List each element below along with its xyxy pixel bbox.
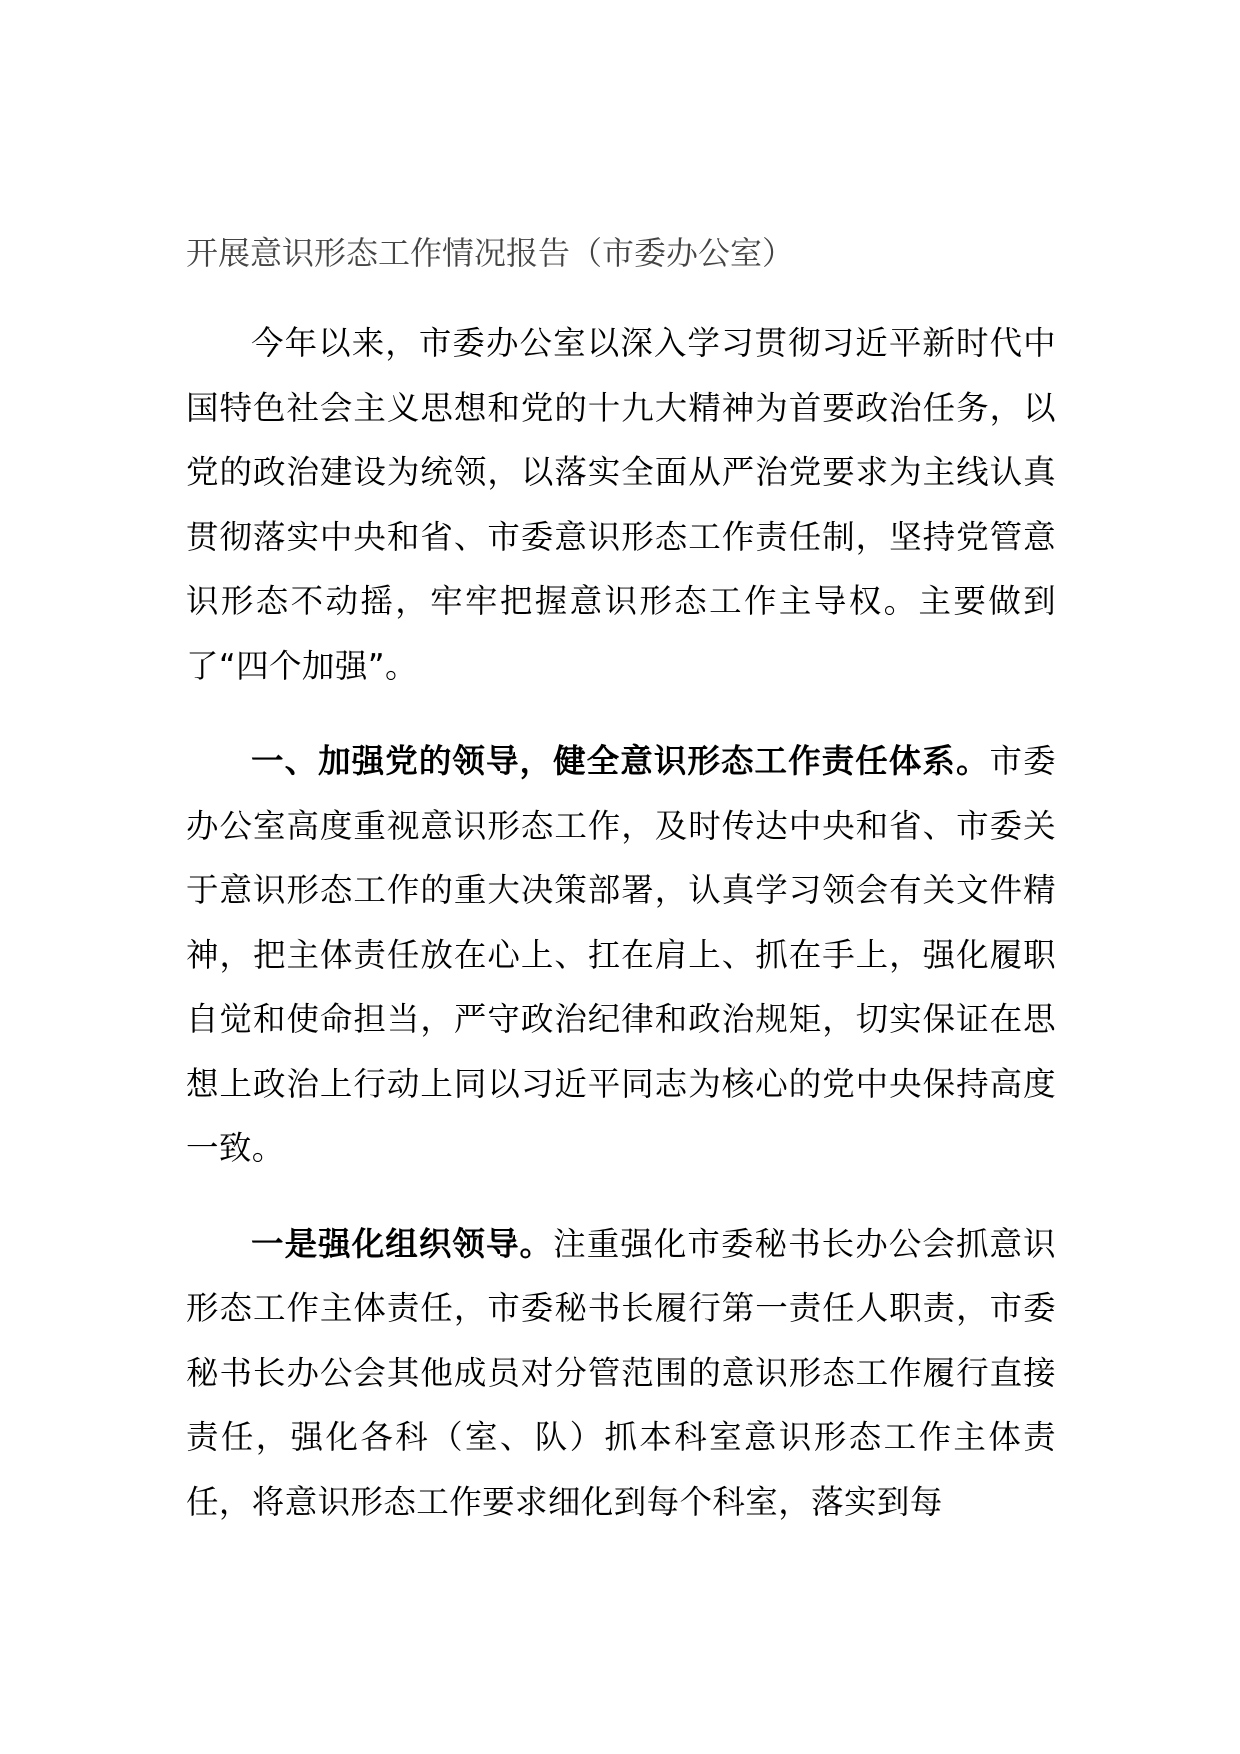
paragraph-body: 市委办公室高度重视意识形态工作，及时传达中央和省、市委关于意识形态工作的重大决策部署，认真学习领会有关文件精神，把主体责任放在心上、扛在肩上、抓在手上，强化履职自觉和使命担当，严守政治纪律和政治规矩，切实保证在思想上政治上行动上同以习近平同志为核心的党中央保持高度一致。 xyxy=(186,742,1056,1167)
subpoint-heading: 一是强化组织领导。 xyxy=(251,1224,554,1263)
paragraph-body: 注重强化市委秘书长办公会抓意识形态工作主体责任，市委秘书长履行第一责任人职责，市委秘书长办公会其他成员对分管范围的意识形态工作履行直接责任，强化各科（室、队）抓本科室意识形态工作主体责任，将意识形态工作要求细化到每个科室，落实到每 xyxy=(186,1224,1056,1521)
document-title: 开展意识形态工作情况报告（市委办公室） xyxy=(186,234,795,272)
paragraph-subpoint-one xyxy=(186,1212,1056,1535)
paragraph-intro xyxy=(186,311,1056,698)
paragraph-section-one xyxy=(186,729,1056,1181)
document-page xyxy=(186,233,1056,1565)
paragraph-body: 今年以来，市委办公室以深入学习贯彻习近平新时代中国特色社会主义思想和党的十九大精神为首要政治任务，以党的政治建设为统领，以落实全面从严治党要求为主线认真贯彻落实中央和省、市委意识形态工作责任制，坚持党管意识形态不动摇，牢牢把握意识形态工作主导权。主要做到了“四个加强”。 xyxy=(186,324,1056,685)
section-heading: 一、加强党的领导，健全意识形态工作责任体系。 xyxy=(251,742,990,780)
